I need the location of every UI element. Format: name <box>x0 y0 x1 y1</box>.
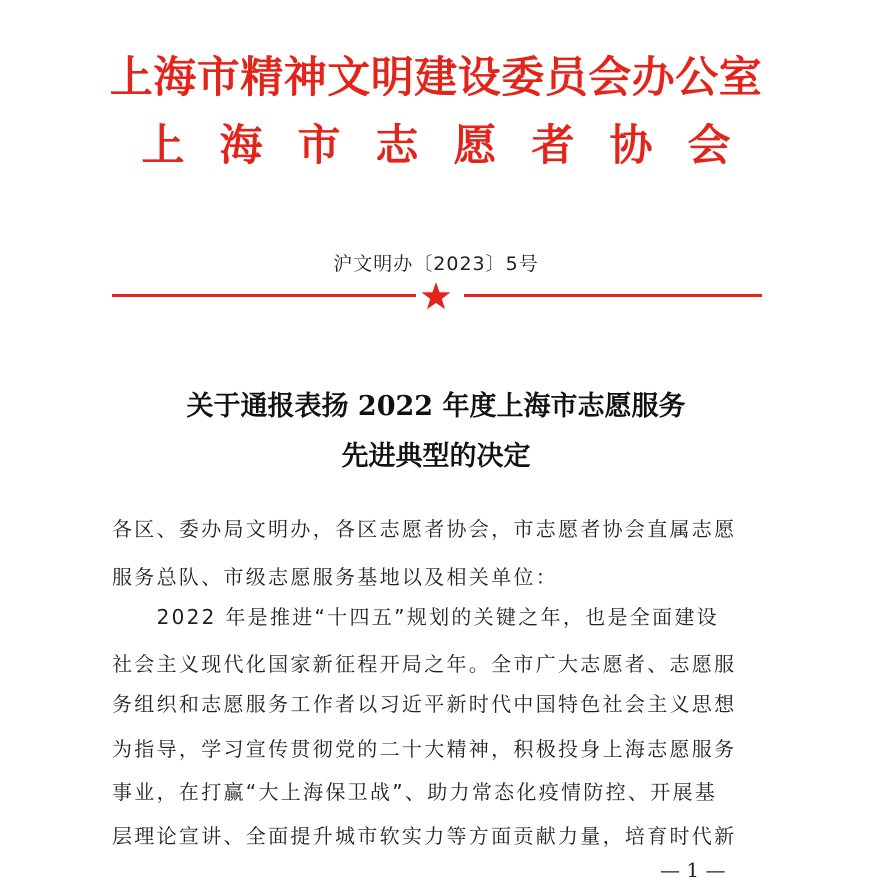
page-number: — 1 — <box>660 858 726 882</box>
body-line: 为指导，学习宣传贯彻党的二十大精神，积极投身上海志愿服务 <box>112 737 737 761</box>
body-line: 2022 年是推进“十四五”规划的关键之年，也是全面建设 <box>112 605 719 629</box>
red-divider-right <box>464 294 762 297</box>
body-line: 服务总队、市级志愿服务基地以及相关单位： <box>112 565 558 589</box>
issuer-line-1: 上海市精神文明建设委员会办公室 <box>109 53 763 103</box>
body-line: 务组织和志愿服务工作者以习近平新时代中国特色社会主义思想 <box>112 692 737 716</box>
document-title-line-2: 先进典型的决定 <box>341 441 531 472</box>
document-number: 沪文明办〔2023〕5号 <box>333 253 539 275</box>
red-star-icon <box>420 280 452 312</box>
body-line: 层理论宣讲、全面提升城市软实力等方面贡献力量，培育时代新 <box>112 824 737 848</box>
body-line: 事业，在打赢“大上海保卫战”、助力常态化疫情防控、开展基 <box>112 780 718 804</box>
issuer-line-2: 上海市志愿者协会 <box>141 121 766 171</box>
body-line: 社会主义现代化国家新征程开局之年。全市广大志愿者、志愿服 <box>112 652 737 676</box>
body-line: 各区、委办局文明办，各区志愿者协会，市志愿者协会直属志愿 <box>112 517 737 541</box>
red-divider-left <box>112 294 416 297</box>
document-title-line-1: 关于通报表扬 2022 年度上海市志愿服务 <box>186 391 686 422</box>
